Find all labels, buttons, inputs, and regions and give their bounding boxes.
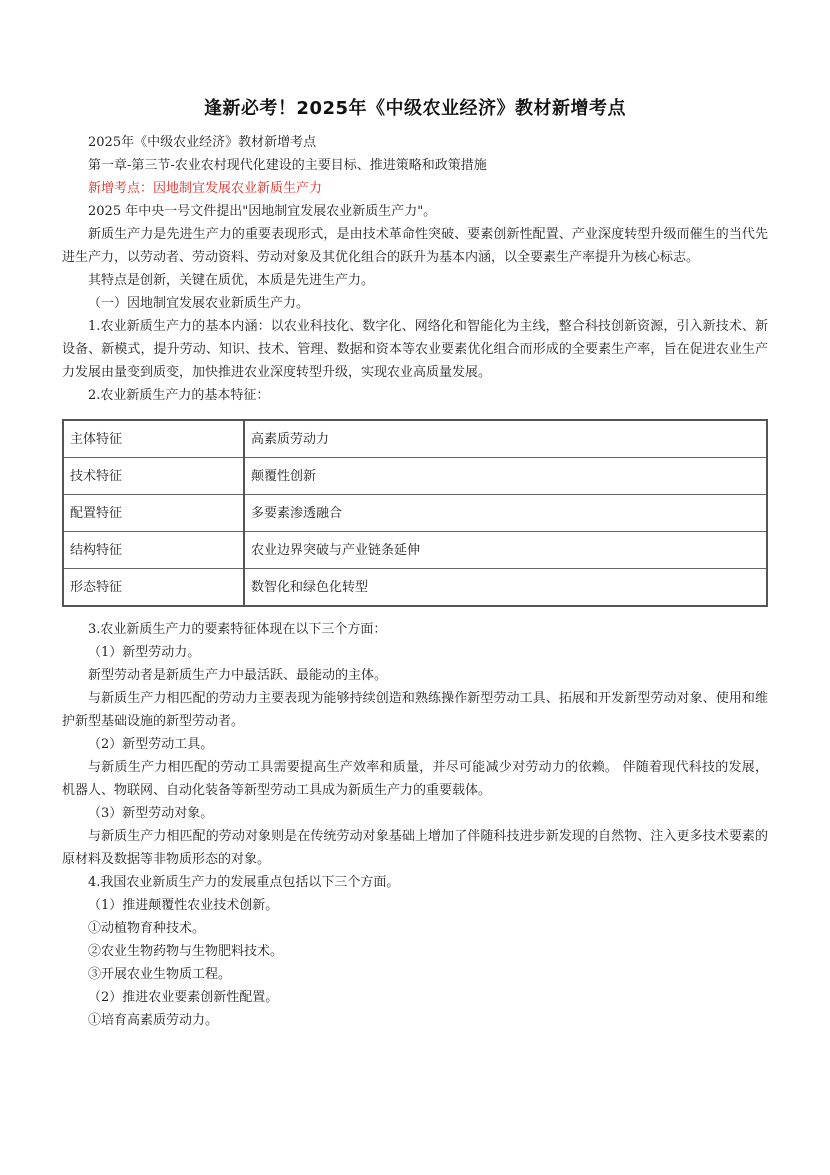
- paragraph: （1）新型劳动力。: [88, 645, 201, 660]
- chapter-line: 第一章-第三节-农业农村现代化建设的主要目标、推进策略和政策措施: [88, 158, 487, 173]
- table-row: [63, 495, 767, 532]
- paragraph: （2）新型劳动工具。: [88, 737, 214, 752]
- paragraph: 新质生产力是先进生产力的重要表现形式，是由技术革命性突破、要素创新性配置、产业深度转型升级而催生的当代先进生产力，以劳动者、劳动资料、劳动对象及其优化组合的跃升为基本内涵，以全要素生产率提升为核心标志。: [62, 227, 768, 265]
- table-cell-value: 多要素渗透融合: [244, 495, 767, 532]
- table-cell-value: 数智化和绿色化转型: [244, 569, 767, 607]
- document-title: 逢新必考！2025年《中级农业经济》教材新增考点: [203, 98, 627, 119]
- section-heading: （一）因地制宜发展农业新质生产力。: [88, 296, 310, 311]
- table-cell-value: 颠覆性创新: [244, 458, 767, 495]
- subtitle-line: 2025年《中级农业经济》教材新增考点: [88, 135, 317, 150]
- paragraph: 新型劳动者是新质生产力中最活跃、最能动的主体。: [88, 668, 388, 683]
- paragraph: ①培育高素质劳动力。: [88, 1013, 219, 1028]
- paragraph: 其特点是创新，关键在质优，本质是先进生产力。: [88, 273, 375, 288]
- table-row: [63, 532, 767, 569]
- table-cell-key: 形态特征: [63, 569, 244, 607]
- document-body: [62, 131, 768, 1032]
- paragraph: ①动植物育种技术。: [88, 921, 206, 936]
- features-table: [62, 419, 768, 607]
- paragraph: 2.农业新质生产力的基本特征：: [88, 388, 270, 403]
- paragraph: （2）推进农业要素创新性配置。: [88, 990, 279, 1005]
- paragraph: 4.我国农业新质生产力的发展重点包括以下三个方面。: [88, 875, 400, 890]
- paragraph: 1.农业新质生产力的基本内涵：以农业科技化、数字化、网络化和智能化为主线，整合科技创新资源，引入新技术、新设备、新模式，提升劳动、知识、技术、管理、数据和资本等农业要素优化组合而形成的全要素生产率，旨在促进农业生产力发展由量变到质变，加快推进农业深度转型升级，实现农业高质量发展。: [62, 319, 768, 380]
- paragraph: 2025 年中央一号文件提出"因地制宜发展农业新质生产力"。: [88, 204, 437, 219]
- paragraph: （1）推进颠覆性农业技术创新。: [88, 898, 279, 913]
- paragraph: 3.农业新质生产力的要素特征体现在以下三个方面：: [88, 622, 387, 637]
- table-row: [63, 420, 767, 458]
- new-topic-highlight: 新增考点：因地制宜发展农业新质生产力: [88, 181, 323, 196]
- paragraph: ②农业生物药物与生物肥料技术。: [88, 944, 284, 959]
- paragraph: 与新质生产力相匹配的劳动力主要表现为能够持续创造和熟练操作新型劳动工具、拓展和开发新型劳动对象、使用和维护新型基础设施的新型劳动者。: [62, 691, 768, 729]
- table-row: [63, 458, 767, 495]
- table-cell-value: 农业边界突破与产业链条延伸: [244, 532, 767, 569]
- table-cell-key: 配置特征: [63, 495, 244, 532]
- table-row: [63, 569, 767, 607]
- paragraph: 与新质生产力相匹配的劳动工具需要提高生产效率和质量，并尽可能减少对劳动力的依赖。 伴随着现代科技的发展，机器人、物联网、自动化装备等新型劳动工具成为新质生产力的重要载体。: [62, 760, 768, 798]
- table-cell-value: 高素质劳动力: [244, 420, 767, 458]
- paragraph: 与新质生产力相匹配的劳动对象则是在传统劳动对象基础上增加了伴随科技进步新发现的自然物、注入更多技术要素的原材料及数据等非物质形态的对象。: [62, 829, 768, 867]
- paragraph: ③开展农业生物质工程。: [88, 967, 232, 982]
- table-cell-key: 技术特征: [63, 458, 244, 495]
- paragraph: （3）新型劳动对象。: [88, 806, 214, 821]
- table-cell-key: 主体特征: [63, 420, 244, 458]
- table-cell-key: 结构特征: [63, 532, 244, 569]
